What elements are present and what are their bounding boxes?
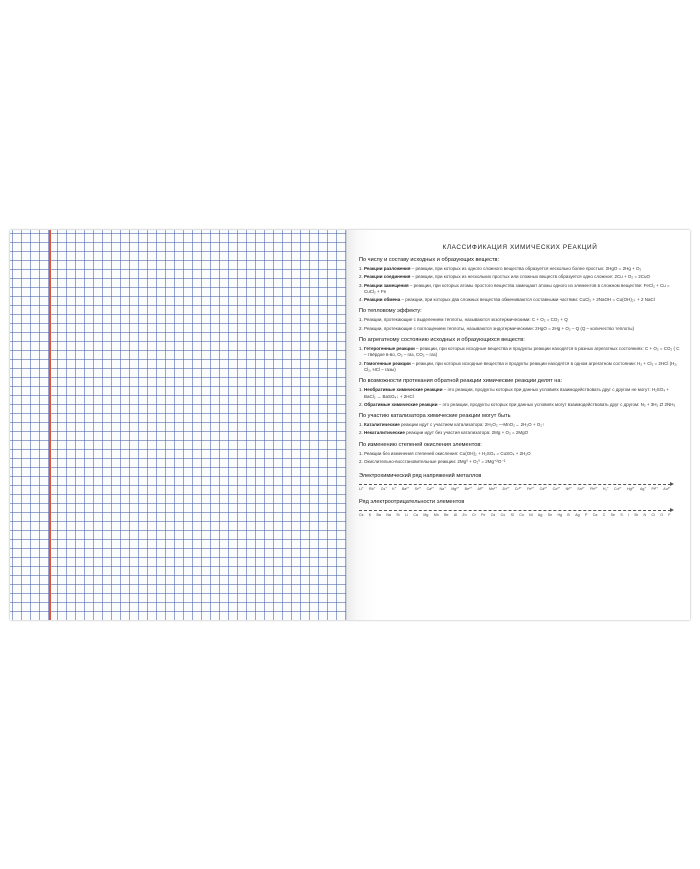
series-element: Se <box>610 513 616 518</box>
series-element: N <box>643 513 647 518</box>
series-element: K⁺ <box>392 487 397 492</box>
series-element: Fe²⁺ <box>527 487 535 492</box>
list-item: 1. Гетерогенные реакции – реакции, при которых исходные вещества и продукты реакции находятся в разных агрегатных состояниях: C + O₂ = CO₂ ( C – твёрдое в-во, O₂ – газ, CO₂ – газ) <box>359 346 680 358</box>
series-element: Sr <box>396 513 400 518</box>
series-element: Be²⁺ <box>464 487 473 492</box>
list-item: 2. Реакции, протекающие с поглощением теплоты, называются эндотермическими: 2HgO = 2Hg + O₂ – Q (Q – количество теплоты) <box>359 325 635 331</box>
series-element: Pb²⁺ <box>590 487 598 492</box>
list-item: 1. Реакции разложения – реакции, при которых из одного сложного вещества образуется несколько более простых: 2HgO = 2Hg + O₂ <box>359 266 642 271</box>
list-item: 1. Реакции, протекающие с выделением теплоты, называются экзотермическими: C + O₂ = CO₂ + Q <box>359 317 568 323</box>
section-heading: По тепловому эффекту: <box>359 308 422 315</box>
series-element: Cd <box>490 513 496 518</box>
series-element: Cr³⁺ <box>514 487 522 492</box>
series-element: Al³⁺ <box>477 487 484 492</box>
series-element: Co <box>500 513 506 518</box>
series-element: Mn²⁺ <box>489 487 498 492</box>
series-element: Si <box>510 513 514 518</box>
notebook-spread <box>10 230 690 620</box>
electronegativity-series-title: Ряд электроотрицательности элементов <box>359 499 465 506</box>
list-item: 2. Реакции соединения – реакции, при которых из нескольких простых или сложных веществ образуется одно сложное: 2Cu + O₂ = 2CuO <box>359 274 650 280</box>
series-element: Al <box>453 513 458 518</box>
series-element: Sn²⁺ <box>577 487 585 492</box>
section-heading: По агрегатному состоянию исходных и образующихся веществ: <box>359 337 525 344</box>
series-element: Ba²⁺ <box>401 487 410 492</box>
series-element: Co²⁺ <box>552 487 561 492</box>
list-item: 1. Необратимые химические реакции – это реакции, продукты которых при данных условиях взаимодействовать друг с другом не могут: H₂SO₄ + BaCl₂ → BaSO₄↓ + 2HCl <box>359 387 670 399</box>
series-element: Cs⁺ <box>380 487 388 492</box>
series-element: Zn <box>462 513 467 518</box>
series-element: Mn <box>433 513 439 518</box>
series-element: Pt²⁺ <box>651 487 659 492</box>
series-element: Be <box>444 513 449 518</box>
list-item: 3. Реакции замещения – реакции, при которых атомы простого вещества замещают атомы одного из элементов в сложном веществе: FeCl₂ + Cu = CuCl₂ + Fe <box>359 282 670 294</box>
series-arrow <box>359 481 671 485</box>
section-heading: По возможности протекания обратной реакции химические реакции делят на: <box>359 378 563 385</box>
metal-activity-series-title: Электрохимический ряд напряжений металлов <box>359 473 482 480</box>
series-element: Ag⁺ <box>639 487 647 492</box>
series-element: Hg <box>557 513 563 518</box>
series-element: Zn²⁺ <box>502 487 510 492</box>
series-element: Cd²⁺ <box>539 487 548 492</box>
series-element: Ag <box>537 513 543 518</box>
list-item: 1. Реакции без изменения степеней окисления: Cu(OH)₂ + H₂SO₄ = CuSO₄ + 2H₂O <box>359 450 531 456</box>
section-heading: По участию катализатора химические реакции могут быть <box>359 413 511 420</box>
series-element: Sn <box>547 513 553 518</box>
grid-page <box>10 230 347 620</box>
series-element: Ni²⁺ <box>565 487 573 492</box>
series-element: I <box>628 513 630 518</box>
list-item: 1. Каталитические реакции идут с участием катализатора: 2H₂O₂ —MnO₂→ 2H₂O + O₂↑ <box>359 422 545 428</box>
margin-line <box>49 230 51 620</box>
series-element: O <box>660 513 664 518</box>
series-element: Cs <box>359 513 364 518</box>
series-element: Br <box>634 513 639 518</box>
series-element: P <box>584 513 588 518</box>
series-element: Ag <box>575 513 580 518</box>
series-element: Ba <box>376 513 381 518</box>
series-element: Sr²⁺ <box>414 487 422 492</box>
list-item: 2. Окислительно-восстановительные реакции: 2Mg⁰ + O₂⁰ = 2Mg⁺²O⁻² <box>359 459 506 465</box>
series-element: Cu²⁺ <box>614 487 622 492</box>
page-title: КЛАССИФИКАЦИЯ ХИМИЧЕСКИХ РЕАКЦИЙ <box>442 244 598 251</box>
series-element: Ca <box>592 513 598 518</box>
series-element: Fe <box>481 513 486 518</box>
series-element: C <box>602 513 606 518</box>
section-heading: По изменению степеней окисления элементов: <box>359 441 482 448</box>
reference-page <box>347 230 690 620</box>
list-item: 2. Гомогенные реакции – реакции, при которых исходные вещества и продукты реакции находятся в одном агрегатном состоянии: H₂ + Cl₂ = 2HCl (H₂, Cl₂, HCl – газы) <box>359 360 678 372</box>
series-element: Mg <box>423 513 429 518</box>
series-element: Li⁺ <box>359 487 364 492</box>
series-element: Cl <box>651 513 655 518</box>
series-element: Cr <box>471 513 476 518</box>
metal-activity-series <box>359 487 671 491</box>
series-arrow <box>359 507 671 511</box>
electronegativity-series <box>359 513 671 517</box>
series-element: Na <box>386 513 391 518</box>
section-heading: По числу и составу исходных и образующих веществ: <box>359 257 500 263</box>
series-element: Ca²⁺ <box>426 487 435 492</box>
list-item: 2. Некаталитические реакции идут без участия катализатора: 2Mg + O₂ = 2MgO <box>359 430 529 436</box>
list-item: 2. Обратимые химические реакции – это реакции, продукты которых при данных условиях могут взаимодействовать друг с другом: N₂ + 3H₂ ⇄ 2NH₃ <box>359 401 676 407</box>
series-element: Mg²⁺ <box>451 487 460 492</box>
series-element: S <box>620 513 623 518</box>
series-element: Au³⁺ <box>663 487 671 492</box>
series-element: Cu <box>519 513 524 518</box>
series-element: H₂⁺ <box>602 487 609 492</box>
series-element: Ni <box>529 513 533 518</box>
reference-content <box>359 244 681 517</box>
series-element: Na⁺ <box>439 487 447 492</box>
series-element: Ca <box>413 513 418 518</box>
series-element: F <box>668 513 671 518</box>
list-item: 4. Реакции обмена – реакции, при которых два сложных вещества обмениваются составными частями: CuCl₂ + 2NaOH = Cu(OH)₂↓ + 2 NaCl <box>359 297 655 303</box>
series-element: Rb⁺ <box>368 487 376 492</box>
series-element: B <box>567 513 570 518</box>
series-element: Hg²⁺ <box>627 487 635 492</box>
series-element: Li <box>405 513 409 518</box>
series-element: K <box>368 513 372 518</box>
